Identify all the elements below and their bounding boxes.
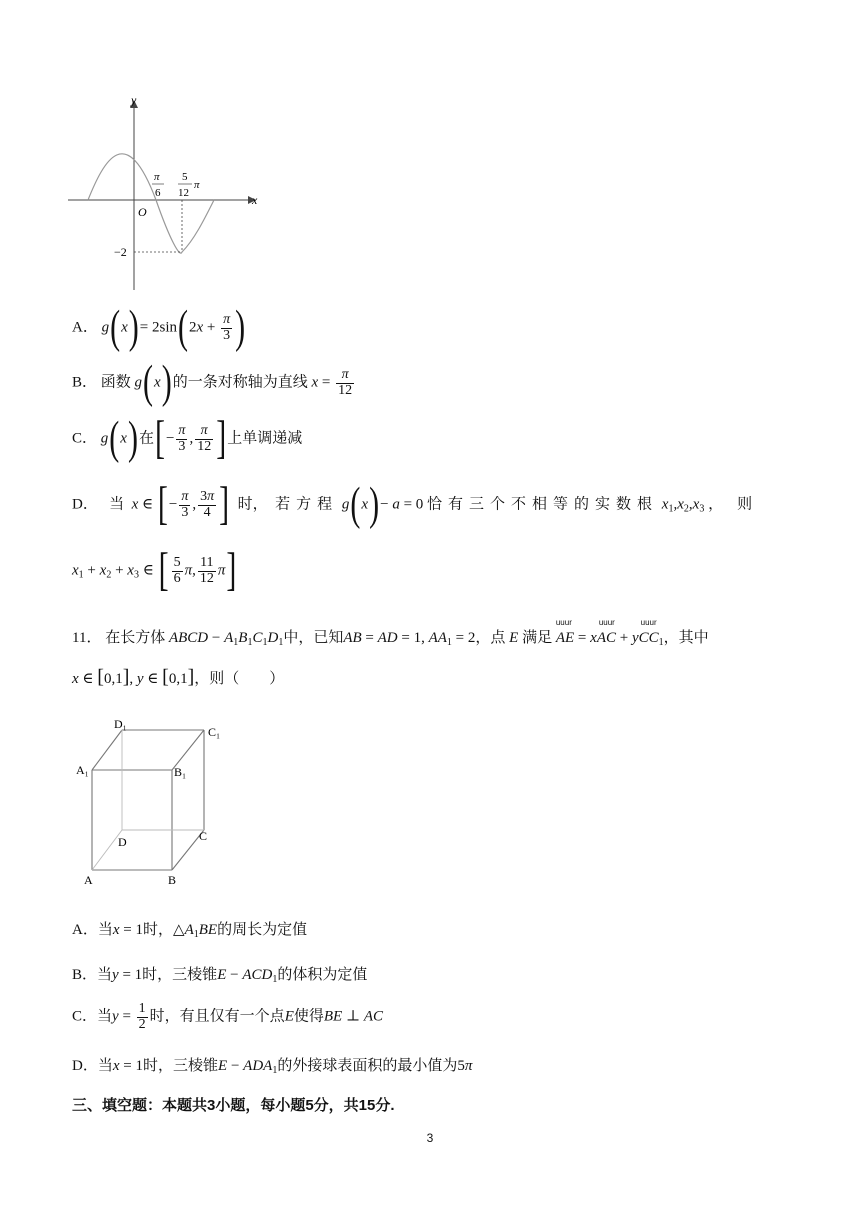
q10-option-b: B． 函数 g(x)的一条对称轴为直线 x = $\frac{\pi}{12}$	[72, 356, 353, 408]
q11-option-c: C．当y = $\frac{1}{2}$ 时，有且仅有一个点E使得BE ⊥ AC	[72, 1001, 383, 1032]
vec-ac-mark: uuur	[598, 618, 615, 627]
cube-label-d: D	[118, 835, 127, 849]
cube-label-a1: A₁	[76, 763, 89, 777]
tick-pi6-num: π	[154, 171, 160, 183]
tick-pi6-den: 6	[155, 187, 161, 199]
page-number: 3	[426, 1131, 434, 1145]
x-axis-label: x	[252, 193, 258, 207]
q11-option-d: D．当x = 1时，三棱锥$E - ADA_1$的外接球表面积的最小值为5π	[72, 1058, 473, 1076]
q11-stem-cont: x ∈ [0,1], y ∈ [0,1]，则（ ）	[72, 666, 285, 688]
q11-option-a: A．当x = 1时，$\triangle A_1BE$的周长为定值	[72, 922, 308, 940]
q10-option-c: C． g(x)在[− $\frac{\pi}{3}$ , $\frac{\pi}{12}$ ]上单调递减	[72, 412, 303, 464]
cube-label-b1: B₁	[174, 765, 187, 779]
tick-5pi12-num: 5	[182, 171, 188, 183]
q10-option-a: A． g(x)= 2sin(2x + $\frac{\pi}{3}$ )	[72, 301, 246, 353]
cube-label-b: B	[168, 873, 177, 887]
origin-label: O	[138, 205, 147, 219]
cube-label-c: C	[199, 829, 208, 843]
tick-5pi12-pi: π	[194, 179, 200, 191]
q11-option-b: B．当y = 1时，三棱锥$E - ACD_1$的体积为定值	[72, 967, 368, 985]
cube-label-d1: D₁	[114, 717, 127, 731]
cube-label-a: A	[84, 873, 93, 887]
q10-option-d: D． 当 x ∈ [− $\frac{\pi}{3}$ , $\frac{3\pi}{4}$ ] 时， 若方程 g(x)− a = 0 恰有三个不相等的实数根 $x_1,x_2,x_3$ ，则	[72, 478, 767, 530]
q10-option-d-cont: $x_1 + x_2 + x_3$ ∈ [ $\frac{5}{6}$ π, $\frac{11}{12}$ π]	[72, 544, 237, 596]
section-3-heading: 三、填空题：本题共3小题，每小题5分，共15分.	[72, 1097, 395, 1114]
y-axis-label: y	[131, 93, 137, 107]
cuboid-figure	[72, 712, 232, 892]
q11-stem: 11． 在长方体 ABCD − $A_1B_1C_1D_1$中，已知AB = AD = 1, $AA_1 = 2$，点 E 满足 uuur AE = x uuur AC + y uuur $CC_1$，其中	[72, 618, 709, 648]
cube-label-c1: C₁	[208, 725, 221, 739]
min-label: −2	[114, 245, 127, 259]
sine-graph	[64, 90, 274, 300]
vec-ae-mark: uuur	[555, 618, 572, 627]
vec-cc1-mark: uuur	[640, 618, 657, 627]
tick-5pi12-den: 12	[178, 187, 189, 199]
